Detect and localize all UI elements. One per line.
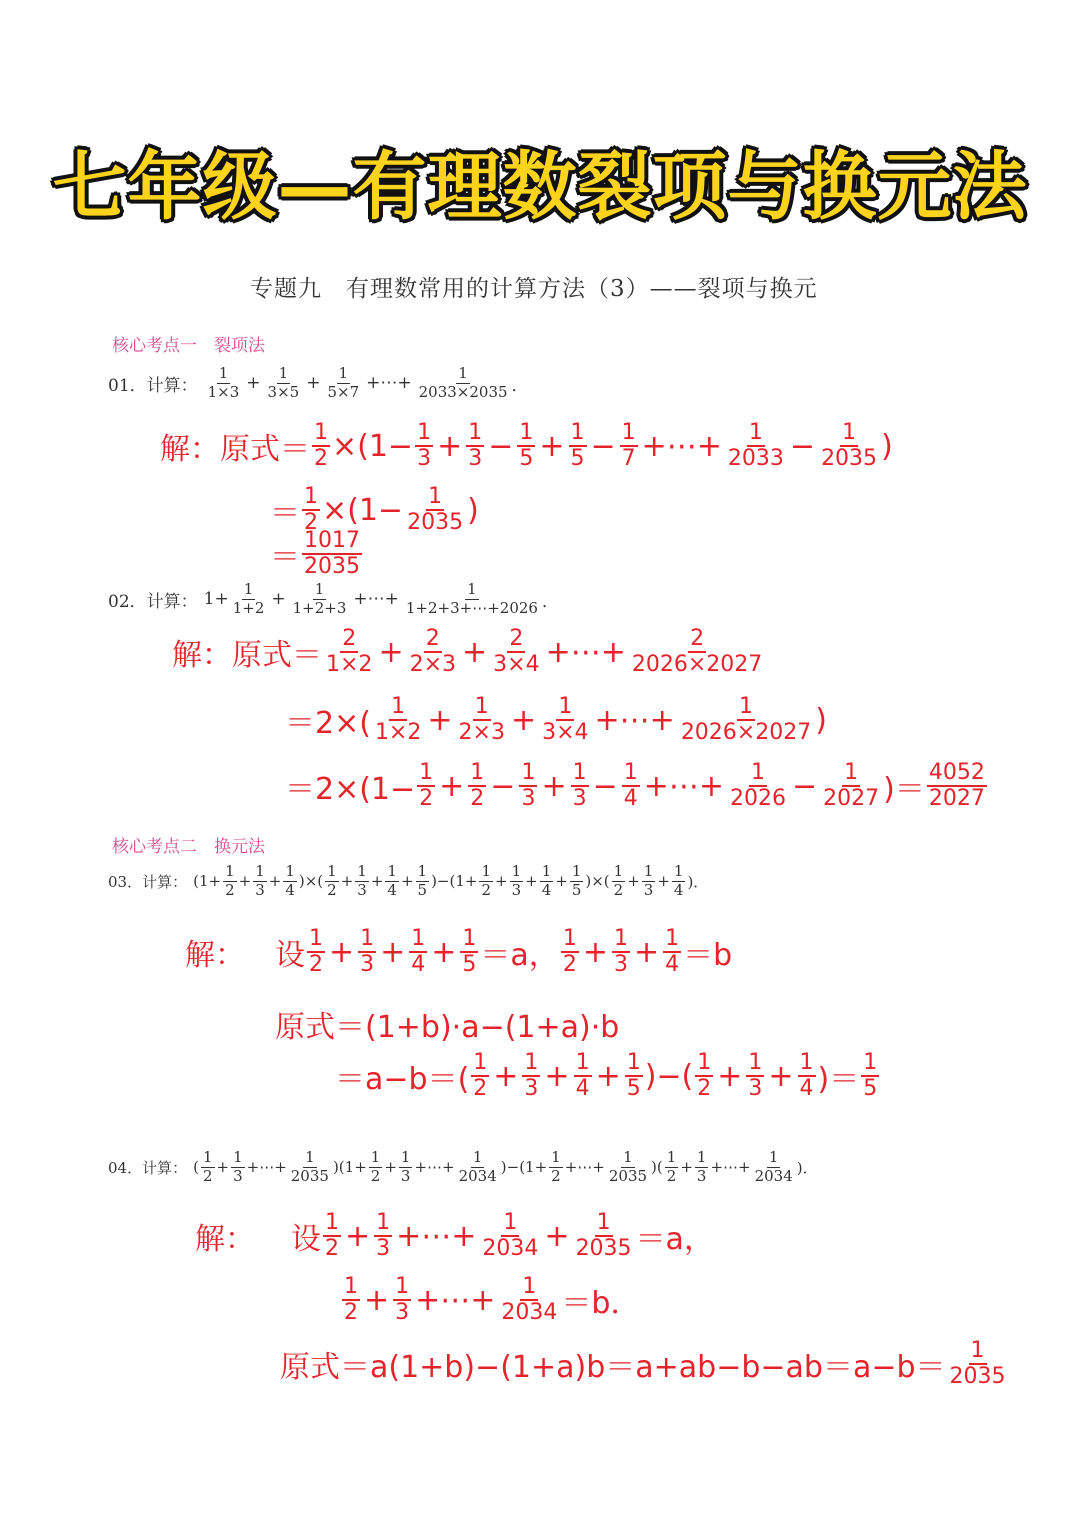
fraction: $\frac{1017}{2035}$	[304, 528, 360, 579]
fraction: $\frac{1}{4}$	[673, 862, 684, 899]
fraction: $\frac{1}{2033}$	[727, 420, 784, 471]
problem-04: 04．计算： ( $\frac{1}{2}$ + $\frac{1}{3}$ +⋯+ $\frac{1}{2035}$ )(1+ $\frac{1}{2}$ + $\frac{1}{3}$ +⋯+ $\frac{1}{2034}$ )−(1+ $\frac{1}{2}$ +⋯+ $\frac{1}{2035}$ )( $\frac{1}{2}$ + $\frac{1}{3}$ +⋯+ $\frac{1}{2034}$ )．	[108, 1148, 818, 1185]
fraction: $\frac{1}{2035}$	[821, 420, 878, 471]
fraction: $\frac{1}{5}$	[462, 926, 477, 977]
fraction: $\frac{1}{3}$	[468, 420, 483, 471]
fraction: $\frac{1}{2}$	[481, 862, 491, 899]
fraction: $\frac{1}{4}$	[411, 926, 426, 977]
fraction: $\frac{1}{3}$	[524, 1050, 539, 1101]
solution-04-line-3: 原式＝a(1+b)−(1+a)b＝a+ab−b−ab＝a−b＝ $\frac{1}{2035}$	[280, 1338, 1006, 1389]
section-heading-split-terms: 核心考点一 裂项法	[112, 336, 265, 356]
fraction: $\frac{1}{4}$	[623, 760, 638, 811]
fraction: $\frac{1}{3}$	[417, 420, 432, 471]
fraction: $\frac{1}{2035}$	[575, 1210, 632, 1261]
fraction: $\frac{2}{2026\times 2027}$	[631, 626, 763, 677]
fraction: $\frac{1}{2}$	[225, 862, 235, 899]
problem-02: 02．计算： 1+ $\frac{1}{1+2}$ + $\frac{1}{1+2+3}$ +⋯+ $\frac{1}{1+2+3+\cdots+2026}$ ．	[108, 580, 559, 617]
problem-03: 03．计算： (1+ $\frac{1}{2}$ + $\frac{1}{3}$ + $\frac{1}{4}$ )×( $\frac{1}{2}$ + $\frac{1}{3}$ + $\frac{1}{4}$ + $\frac{1}{5}$ )−(1+ $\frac{1}{2}$ + $\frac{1}{3}$ + $\frac{1}{4}$ + $\frac{1}{5}$ )×( $\frac{1}{2}$ + $\frac{1}{3}$ + $\frac{1}{4}$ )．	[108, 862, 709, 899]
fraction: $\frac{1}{3}$	[395, 1274, 410, 1325]
fraction: $\frac{1}{2}$	[202, 1148, 213, 1185]
solution-03-line-3: ＝a−b＝( $\frac{1}{2}$ + $\frac{1}{3}$ + $\frac{1}{4}$ + $\frac{1}{5}$ )−( $\frac{1}{2}$ + $\frac{1}{3}$ + $\frac{1}{4}$ )＝ $\frac{1}{5}$	[335, 1050, 878, 1101]
problem-number: 01．计算：	[108, 375, 198, 396]
fraction: $\frac{1}{2035}$	[290, 1148, 329, 1185]
solution-02-line-1: 解：原式＝ $\frac{2}{1\times 2}$ + $\frac{2}{2\times 3}$ + $\frac{2}{3\times 4}$ +⋯+ $\frac{2}{2026\times 2027}$	[172, 626, 763, 677]
fraction: $\frac{1}{2034}$	[501, 1274, 558, 1325]
fraction: $\frac{1}{2026\times 2027}$	[680, 694, 812, 745]
fraction: $\frac{1}{3}$	[521, 760, 536, 811]
fraction: $\frac{1}{2034}$	[754, 1148, 793, 1185]
solution-02-line-3: ＝2×(1− $\frac{1}{2}$ + $\frac{1}{2}$ − $\frac{1}{3}$ + $\frac{1}{3}$ − $\frac{1}{4}$ +⋯+ $\frac{1}{2026}$ − $\frac{1}{2027}$ )＝ $\frac{4052}{2027}$	[285, 760, 985, 811]
fraction: $\frac{1}{4}$	[285, 862, 295, 899]
fraction: $\frac{1}{3\times 4}$	[542, 694, 589, 745]
fraction: $\frac{4052}{2027}$	[928, 760, 985, 811]
fraction: $\frac{1}{3}$	[748, 1050, 763, 1101]
fraction: $\frac{1}{2}$	[613, 862, 624, 899]
fraction: $\frac{1}{7}$	[621, 420, 636, 471]
fraction: $\frac{1}{2}$	[327, 862, 337, 899]
fraction: $\frac{1}{3}$	[572, 760, 587, 811]
fraction: $\frac{1}{2}$	[314, 420, 328, 471]
fraction: $\frac{1}{5}$	[519, 420, 534, 471]
fraction: $\frac{1}{2}$	[473, 1050, 488, 1101]
solution-01-line-2: ＝ $\frac{1}{2}$ ×(1− $\frac{1}{2035}$ )	[270, 484, 479, 535]
fraction: $\frac{1}{3}$	[376, 1210, 391, 1261]
fraction: $\frac{1}{3}$	[511, 862, 522, 899]
fraction: $\frac{1}{5}$	[570, 420, 585, 471]
problem-number: 02．计算：	[108, 591, 198, 612]
fraction: $\frac{1}{2035}$	[949, 1338, 1006, 1389]
banner-title: 七年级—有理数裂项与换元法	[52, 144, 1028, 230]
fraction: $\frac{1}{2027}$	[823, 760, 880, 811]
fraction: $\frac{1}{3}$	[400, 1148, 411, 1185]
fraction: $\frac{1}{1\times 2}$	[374, 694, 422, 745]
fraction: $\frac{1}{3}$	[360, 926, 375, 977]
fraction: $\frac{1}{2}$	[370, 1148, 381, 1185]
fraction: $\frac{1}{2034}$	[458, 1148, 497, 1185]
fraction: $\frac{1}{2035}$	[608, 1148, 648, 1185]
fraction: $\frac{1}{2}$	[551, 1148, 561, 1185]
fraction: $\frac{1}{2}$	[419, 760, 434, 811]
fraction: $\frac{1}{5}$	[417, 862, 428, 899]
fraction: $\frac{1}{3}$	[613, 926, 628, 977]
fraction: $\frac{1}{5}$	[863, 1050, 878, 1101]
fraction: $\frac{1}{3}$	[357, 862, 367, 899]
fraction: $\frac{1}{2}$	[325, 1210, 339, 1261]
fraction: $\frac{1}{2}$	[344, 1274, 358, 1325]
fraction: $\frac{1}{5\times 7}$	[327, 364, 360, 401]
fraction: $\frac{1}{3}$	[255, 862, 265, 899]
fraction: $\frac{1}{3\times 5}$	[267, 364, 300, 401]
fraction: $\frac{1}{1\times 3}$	[207, 364, 240, 401]
fraction: $\frac{2}{2\times 3}$	[409, 626, 457, 677]
fraction: $\frac{1}{2034}$	[482, 1210, 539, 1261]
page-title: 专题九 有理数常用的计算方法（3）——裂项与换元	[250, 276, 818, 302]
fraction: $\frac{1}{2}$	[666, 1148, 677, 1185]
fraction: $\frac{1}{4}$	[541, 862, 552, 899]
solution-03-line-2: 原式＝(1+b)·a−(1+a)·b	[275, 1010, 620, 1045]
solution-03-line-1: 解： 设 $\frac{1}{2}$ + $\frac{1}{3}$ + $\frac{1}{4}$ + $\frac{1}{5}$ ＝a， $\frac{1}{2}$ + $\frac{1}{3}$ + $\frac{1}{4}$ ＝b	[185, 926, 733, 977]
fraction: $\frac{1}{3}$	[643, 862, 654, 899]
solution-04-line-1: 解： 设 $\frac{1}{2}$ + $\frac{1}{3}$ +⋯+ $\frac{1}{2034}$ + $\frac{1}{2035}$ ＝a，	[195, 1210, 714, 1261]
solution-01-line-1: 解：原式＝ $\frac{1}{2}$ ×(1− $\frac{1}{3}$ + $\frac{1}{3}$ − $\frac{1}{5}$ + $\frac{1}{5}$ − $\frac{1}{7}$ +⋯+ $\frac{1}{2033}$ − $\frac{1}{2035}$ )	[160, 420, 893, 471]
section-heading-substitution: 核心考点二 换元法	[112, 837, 265, 857]
fraction: $\frac{1}{2026}$	[730, 760, 786, 811]
fraction: $\frac{1}{1+2+3}$	[292, 580, 347, 617]
fraction: $\frac{1}{2}$	[309, 926, 323, 977]
solution-02-line-2: ＝2×( $\frac{1}{1\times 2}$ + $\frac{1}{2\times 3}$ + $\frac{1}{3\times 4}$ +⋯+ $\frac{1}{2026\times 2027}$ )	[285, 694, 827, 745]
fraction: $\frac{2}{1\times 2}$	[326, 626, 373, 677]
fraction: $\frac{1}{4}$	[799, 1050, 814, 1101]
fraction: $\frac{1}{3}$	[696, 1148, 707, 1185]
solution-01-line-3: ＝ $\frac{1017}{2035}$	[270, 528, 360, 579]
fraction: $\frac{1}{4}$	[575, 1050, 590, 1101]
fraction: $\frac{2}{3\times 4}$	[493, 626, 540, 677]
fraction: $\frac{1}{2}$	[304, 484, 318, 535]
problem-number: 03．计算：	[108, 872, 188, 891]
fraction: $\frac{1}{2}$	[470, 760, 485, 811]
fraction: $\frac{1}{5}$	[626, 1050, 641, 1101]
fraction: $\frac{1}{2}$	[562, 926, 577, 977]
fraction: $\frac{1}{2035}$	[407, 484, 464, 535]
fraction: $\frac{1}{4}$	[387, 862, 397, 899]
fraction: $\frac{1}{2}$	[697, 1050, 712, 1101]
problem-01: 01．计算： $\frac{1}{1\times 3}$ + $\frac{1}{3\times 5}$ + $\frac{1}{5\times 7}$ +⋯+ $\frac{1}{2033\times 2035}$ ．	[108, 364, 529, 401]
solution-04-line-2: $\frac{1}{2}$ + $\frac{1}{3}$ +⋯+ $\frac{1}{2034}$ ＝b．	[344, 1274, 641, 1325]
fraction: $\frac{1}{1+2}$	[232, 580, 265, 617]
problem-number: 04．计算：	[108, 1158, 188, 1177]
fraction: $\frac{1}{4}$	[665, 926, 680, 977]
fraction: $\frac{1}{2033\times 2035}$	[418, 364, 508, 401]
fraction: $\frac{1}{5}$	[571, 862, 582, 899]
fraction: $\frac{1}{2\times 3}$	[458, 694, 505, 745]
fraction: $\frac{1}{3}$	[233, 1148, 243, 1185]
fraction: $\frac{1}{1+2+3+\cdots+2026}$	[405, 580, 538, 617]
